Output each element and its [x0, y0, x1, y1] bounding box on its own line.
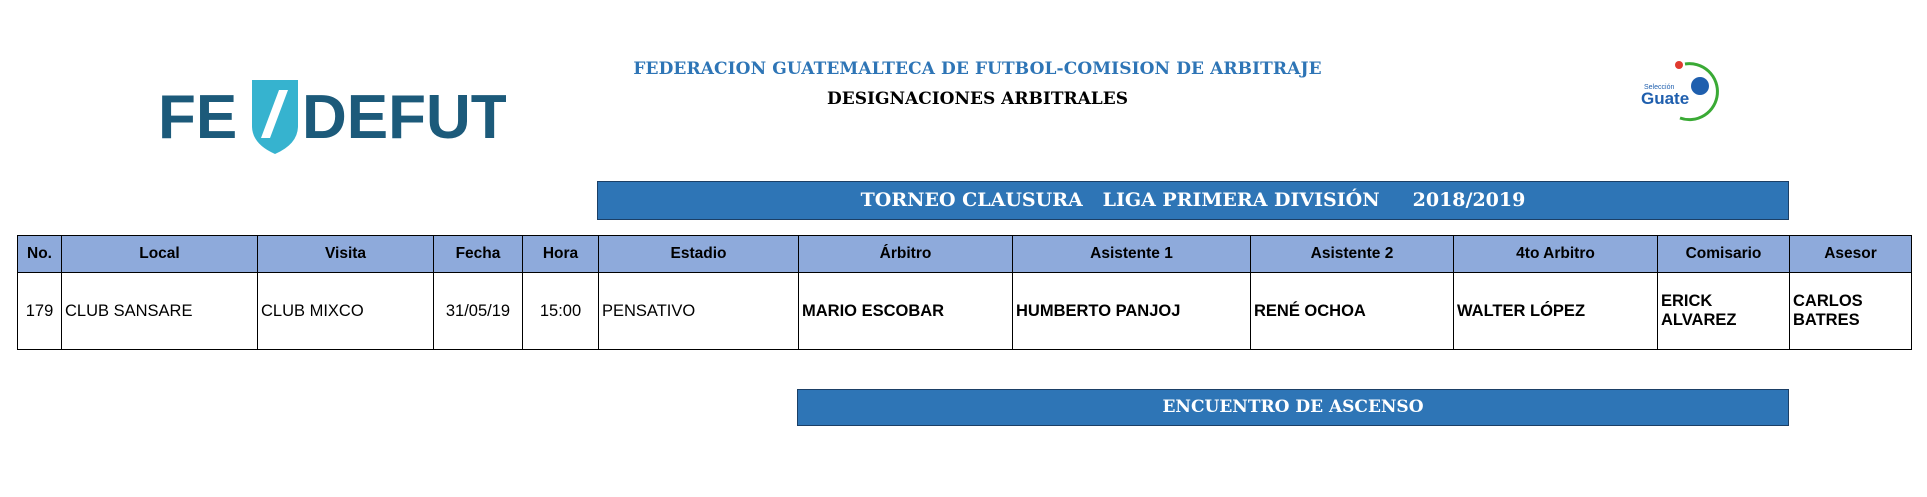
col-header-asesor: Asesor [1790, 236, 1912, 273]
cell-no: 179 [18, 273, 62, 350]
cell-cuarto-arbitro: WALTER LÓPEZ [1454, 273, 1658, 350]
torneo-banner: TORNEO CLAUSURA LIGA PRIMERA DIVISIÓN 2018/2019 [597, 181, 1789, 220]
col-header-local: Local [62, 236, 258, 273]
cell-asistente2: RENÉ OCHOA [1251, 273, 1454, 350]
col-header-asistente1: Asistente 1 [1013, 236, 1251, 273]
cell-asistente1: HUMBERTO PANJOJ [1013, 273, 1251, 350]
col-header-arbitro: Árbitro [799, 236, 1013, 273]
designations-table [17, 235, 1912, 350]
cell-arbitro: MARIO ESCOBAR [799, 273, 1013, 350]
col-header-fecha: Fecha [434, 236, 523, 273]
col-header-cuarto-arbitro: 4to Arbitro [1454, 236, 1658, 273]
designations-subtitle: DESIGNACIONES ARBITRALES [827, 89, 1128, 109]
col-header-estadio: Estadio [599, 236, 799, 273]
federation-title: FEDERACION GUATEMALTECA DE FUTBOL-COMISION DE ARBITRAJE [633, 59, 1322, 79]
logo-red-dot [1675, 61, 1683, 69]
logo-guate-text: Guate [1641, 89, 1690, 108]
logo-small-text: Selección [1644, 84, 1675, 91]
cell-visita: CLUB MIXCO [258, 273, 434, 350]
cell-comisario: ERICK ALVAREZ [1658, 273, 1790, 350]
guate-logo [1640, 56, 1730, 126]
col-header-no: No. [18, 236, 62, 273]
table-row [18, 273, 1912, 350]
cell-asesor: CARLOS BATRES [1790, 273, 1912, 350]
col-header-hora: Hora [523, 236, 599, 273]
table-header-row [18, 236, 1912, 273]
ascenso-banner: ENCUENTRO DE ASCENSO [797, 389, 1789, 426]
logo-text-fe: FE [158, 83, 238, 152]
logo-text-defut: DEFUT [302, 83, 506, 152]
ball-icon [1691, 77, 1709, 95]
cell-fecha: 31/05/19 [434, 273, 523, 350]
col-header-comisario: Comisario [1658, 236, 1790, 273]
col-header-visita: Visita [258, 236, 434, 273]
col-header-asistente2: Asistente 2 [1251, 236, 1454, 273]
cell-hora: 15:00 [523, 273, 599, 350]
cell-local: CLUB SANSARE [62, 273, 258, 350]
cell-estadio: PENSATIVO [599, 273, 799, 350]
